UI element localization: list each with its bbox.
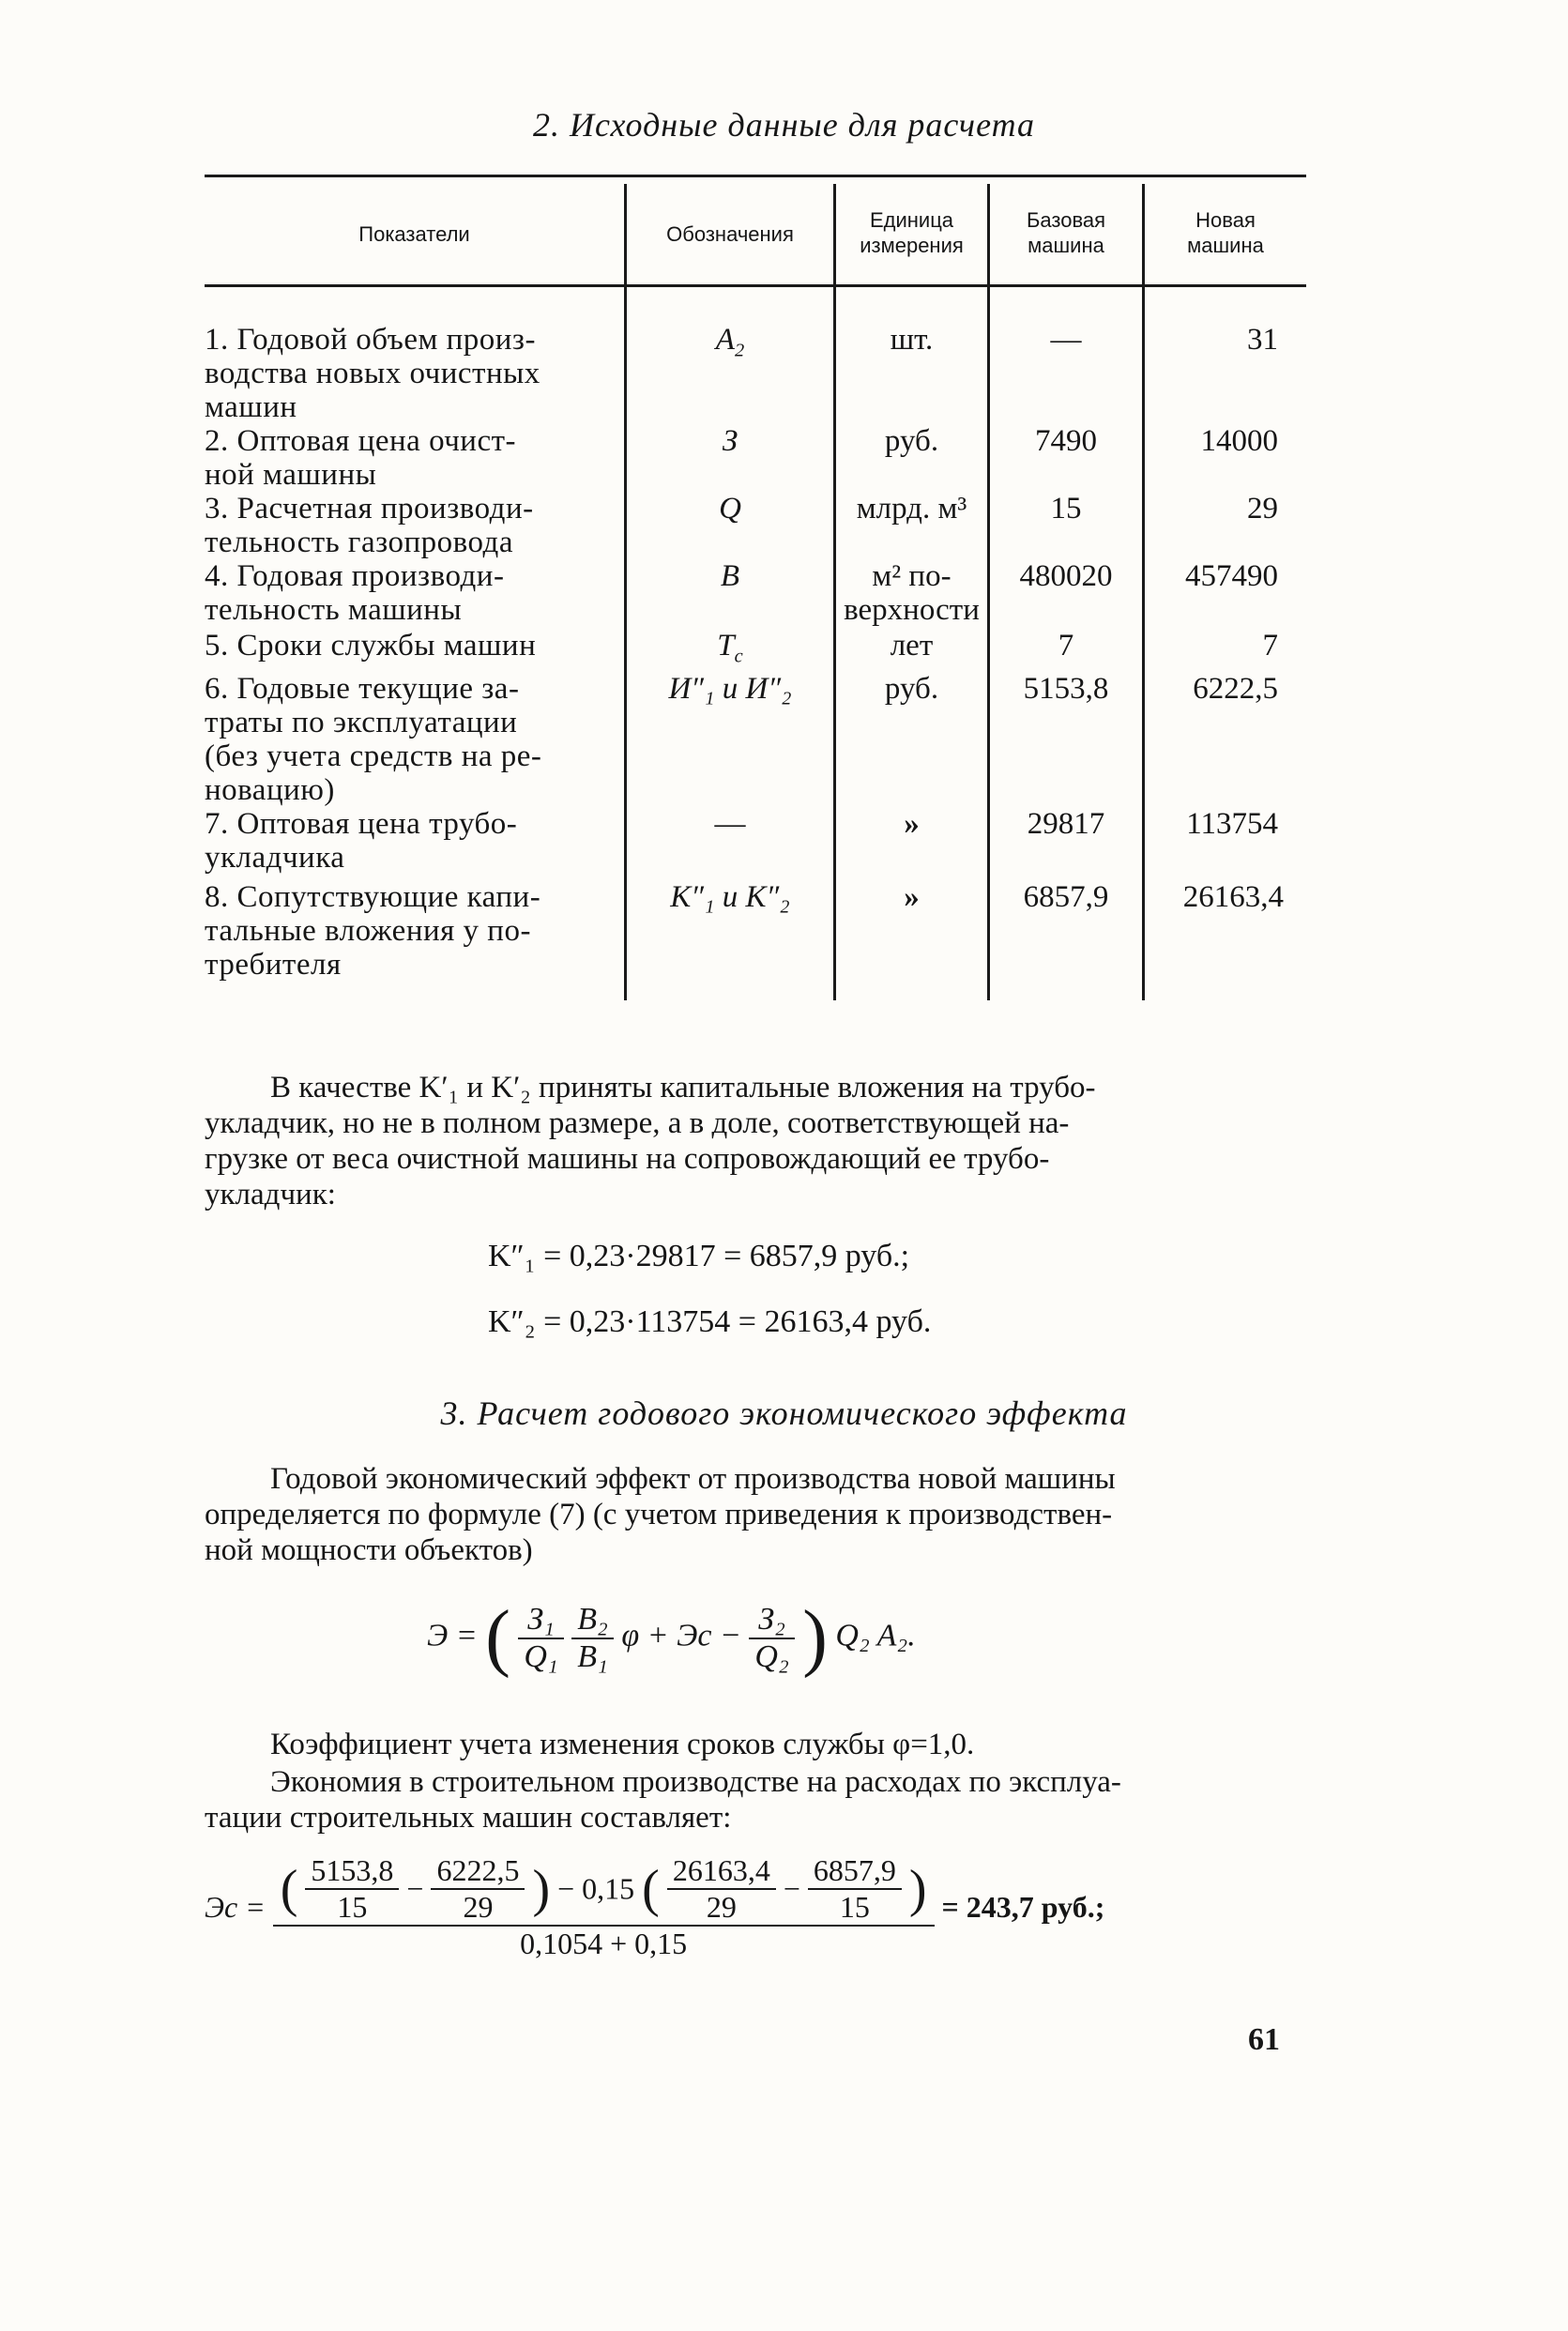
table-row-symbol: И″₁ и И″₂ (668, 672, 792, 706)
symbol-text: T (717, 629, 735, 663)
paragraph-line: Экономия в строительном производстве на расходах по эксплуа- (270, 1765, 1121, 1799)
header-unit-line: Единица (869, 208, 954, 232)
table-row-new-value: 457490 (1185, 559, 1278, 593)
formula-result: = 243,7 руб.; (941, 1890, 1105, 1924)
table-row-indicator (205, 323, 608, 424)
table-row-unit (836, 559, 987, 627)
indicator-line: новацию) (205, 773, 335, 807)
paragraph-line: укладчик: (205, 1178, 336, 1211)
indicator-line: 4. Годовая производи- (205, 559, 505, 593)
right-paren: ) (802, 1596, 828, 1679)
fraction-numerator: З₂ (749, 1602, 794, 1639)
table-row-symbol: — (714, 807, 746, 841)
indicator-line: водства новых очистных (205, 357, 540, 390)
table-row-new-value: 14000 (1200, 424, 1278, 458)
minus-sign: − (783, 1871, 800, 1906)
left-paren: ( (485, 1596, 510, 1679)
fraction-d (808, 1853, 902, 1925)
indicator-line: 6. Годовые текущие за- (205, 672, 520, 706)
table-row-new-value: 7 (1262, 629, 1278, 663)
header-new-machine (1145, 207, 1306, 258)
unit-line: м² по- (872, 559, 951, 593)
fraction-b (431, 1853, 525, 1925)
fraction-denominator: 15 (337, 1890, 368, 1924)
fraction-denominator: 29 (463, 1890, 494, 1924)
symbol-text: A (715, 323, 735, 357)
table-row-indicator (205, 880, 608, 982)
indicator-line: 3. Расчетная производи- (205, 492, 534, 526)
header-base-line: машина (1028, 234, 1104, 257)
indicator-line: (без учета средств на ре- (205, 739, 542, 773)
table-row-unit: лет (890, 629, 934, 663)
paragraph-line: ной мощности объектов) (205, 1533, 533, 1567)
table-row-base-value: 6857,9 (1023, 880, 1109, 914)
big-fraction (273, 1853, 935, 1961)
table-row-new-value: 31 (1247, 323, 1278, 357)
paragraph-savings (205, 1764, 1306, 1836)
table-row-base-value: 480020 (1019, 559, 1113, 593)
fraction-denominator: Q₂ (754, 1638, 789, 1674)
table-row-base-value: 7 (1058, 629, 1074, 663)
indicator-line: укладчика (205, 841, 345, 875)
table-row-new-value: 6222,5 (1193, 672, 1278, 706)
fraction-numerator: B₂ (571, 1602, 614, 1639)
header-base-line: Базовая (1026, 208, 1106, 232)
paragraph-line: грузке от веса очистной машины на сопровождающий ее трубо- (205, 1142, 1050, 1176)
table-top-rule (205, 175, 1306, 177)
fraction-denominator: 15 (839, 1890, 870, 1924)
symbol-subscript: с (734, 646, 743, 667)
coefficient-line: Коэффициент учета изменения сроков службы φ=1,0. (270, 1728, 975, 1761)
indicator-line: тельность газопровода (205, 526, 513, 559)
table-row-base-value: 15 (1050, 492, 1082, 526)
indicator-line: 8. Сопутствующие капи- (205, 880, 541, 914)
table-row-base-value: 7490 (1035, 424, 1097, 458)
paragraph-line: тации строительных машин составляет: (205, 1801, 732, 1835)
fraction-numerator: 26163,4 (667, 1853, 776, 1890)
header-unit-line: измерения (860, 234, 964, 257)
savings-formula (205, 1853, 1104, 1961)
indicator-line: ной машины (205, 458, 377, 492)
fraction-numerator: 6222,5 (431, 1853, 525, 1890)
table-row-symbol (627, 629, 833, 674)
big-denominator: 0,1054 + 0,15 (520, 1927, 688, 1960)
formula-middle: φ + Эс − (621, 1618, 741, 1653)
table-row-unit: » (904, 807, 920, 841)
paragraph-capital-investments (205, 1070, 1306, 1212)
indicator-line: 2. Оптовая цена очист- (205, 424, 517, 458)
table-row-new-value: 113754 (1186, 807, 1278, 841)
table-row-unit: шт. (890, 323, 934, 357)
header-symbols: Обозначения (666, 222, 794, 246)
fraction-denominator: 29 (706, 1890, 737, 1924)
table-row-indicator: 5. Сроки службы машин (205, 629, 537, 663)
fraction-numerator: З₁ (518, 1602, 563, 1639)
coefficient: − 0,15 (557, 1871, 635, 1906)
header-new-line: Новая (1195, 208, 1256, 232)
table-row-new-value: 29 (1247, 492, 1278, 526)
indicator-line: машин (205, 390, 297, 424)
fraction-a (305, 1853, 399, 1925)
indicator-line: тальные вложения у по- (205, 914, 531, 948)
right-paren: ) (908, 1860, 927, 1918)
big-numerator (273, 1853, 935, 1927)
main-effect-formula (427, 1595, 916, 1681)
header-base-machine (990, 207, 1142, 258)
formula-tail: Q₂ A₂. (835, 1618, 916, 1653)
table-row-symbol: Q (719, 492, 741, 526)
formula-lhs: Эс = (205, 1890, 266, 1924)
table-row-indicator (205, 492, 608, 559)
symbol-subscript: 2 (734, 340, 745, 361)
table-header-rule (205, 284, 1306, 287)
table-row-indicator (205, 424, 608, 492)
formula-lhs: Э = (427, 1618, 478, 1653)
table-row-indicator (205, 807, 608, 875)
table-row-base-value: — (1050, 323, 1082, 357)
table-row-unit: руб. (884, 424, 939, 458)
left-paren: ( (280, 1860, 298, 1918)
indicator-line: 1. Годовой объем произ- (205, 323, 536, 357)
header-indicators: Показатели (358, 222, 470, 246)
paragraph-line: определяется по формуле (7) (с учетом приведения к производствен- (205, 1498, 1113, 1531)
fraction-z1-q1 (518, 1602, 563, 1675)
page-number: 61 (1248, 2022, 1280, 2057)
table-row-indicator (205, 672, 608, 807)
fraction-c (667, 1853, 776, 1925)
table-row-indicator (205, 559, 608, 627)
fraction-numerator: 6857,9 (808, 1853, 902, 1890)
table-row-unit: руб. (884, 672, 939, 706)
paragraph-line: В качестве K′₁ и K′₂ приняты капитальные вложения на трубо- (270, 1071, 1096, 1105)
table-row-new-value: 26163,4 (1182, 880, 1284, 914)
table-row-symbol: K″₁ и K″₂ (670, 880, 790, 914)
fraction-b2-b1 (571, 1602, 614, 1675)
fraction-z2-q2 (749, 1602, 794, 1675)
table-row-unit: » (904, 880, 920, 914)
header-new-line: машина (1187, 234, 1264, 257)
fraction-denominator: B₁ (577, 1638, 608, 1674)
table-row-base-value: 29817 (1027, 807, 1105, 841)
fraction-denominator: Q₁ (524, 1638, 558, 1674)
table-row-symbol: B (720, 559, 740, 593)
minus-sign: − (406, 1871, 424, 1906)
section-3-title: 3. Расчет годового экономического эффекта (440, 1394, 1128, 1432)
indicator-line: траты по эксплуатации (205, 706, 518, 739)
table-row-base-value: 5153,8 (1023, 672, 1109, 706)
table-row-symbol (627, 323, 833, 368)
formula-k2: K″₂ = 0,23·113754 = 26163,4 руб. (488, 1304, 932, 1339)
table-row-symbol: З (722, 424, 738, 458)
paragraph-annual-effect (205, 1461, 1306, 1568)
formula-k1: K″₁ = 0,23·29817 = 6857,9 руб.; (488, 1239, 910, 1273)
fraction-numerator: 5153,8 (305, 1853, 399, 1890)
indicator-line: тельность машины (205, 593, 463, 627)
unit-line: верхности (844, 593, 980, 627)
paragraph-line: Годовой экономический эффект от производства новой машины (270, 1462, 1116, 1496)
indicator-line: требителя (205, 948, 342, 982)
right-paren: ) (532, 1860, 551, 1918)
section-2-title: 2. Исходные данные для расчета (532, 106, 1036, 144)
table-row-unit: млрд. м³ (856, 492, 967, 526)
paragraph-line: укладчик, но не в полном размере, а в доле, соответствующей на- (205, 1106, 1070, 1140)
header-unit (836, 207, 987, 258)
left-paren: ( (642, 1860, 660, 1918)
indicator-line: 7. Оптовая цена трубо- (205, 807, 518, 841)
